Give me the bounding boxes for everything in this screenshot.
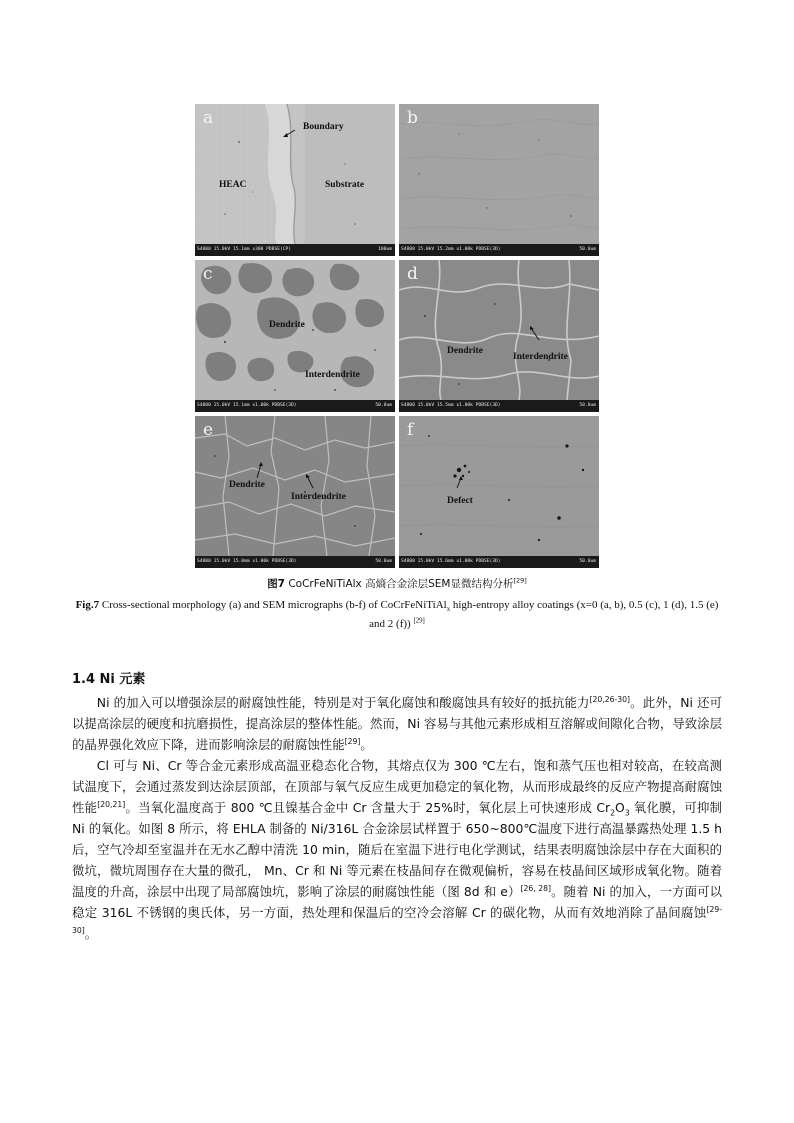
sem-info-bar xyxy=(195,244,395,256)
annotation-interdendrite: Interdendrite xyxy=(291,492,346,502)
annotation-interdendrite: Interdendrite xyxy=(513,352,568,362)
citation: [29] xyxy=(413,617,425,625)
text: 。 xyxy=(360,737,373,752)
citation: [26, 28] xyxy=(520,883,552,893)
panel-a xyxy=(195,104,395,256)
sem-image-b xyxy=(399,104,599,244)
annotation-substrate: Substrate xyxy=(325,180,365,190)
sem-image-d xyxy=(399,260,599,400)
text: Cl 可与 Ni、Cr 等合金元素形成高温亚稳态化合物，其熔点仅为 300 ℃左右，饱和蒸气压也相对较高，在较高测试温度下，会通过蒸发到达涂层顶部，在顶部与氧气反应生成更加稳定的氧化物，从而形成最终的反应产物提高耐腐蚀性能 xyxy=(72,758,722,815)
sem-image-a xyxy=(195,104,395,244)
panel-letter: d xyxy=(407,264,418,284)
annotation-defect: Defect xyxy=(447,496,473,506)
annotation-dendrite: Dendrite xyxy=(447,346,483,356)
sem-image-f xyxy=(399,416,599,556)
sem-info-bar xyxy=(399,556,599,568)
text: 。当氧化温度高于 800 ℃且镍基合金中 Cr 含量大于 25%时，氧化层上可快速形成 Cr xyxy=(125,800,611,815)
caption-text-en: Cross-sectional morphology (a) and SEM micrographs (b-f) of CoCrFeNiTiAl xyxy=(99,599,447,611)
figure-caption-en xyxy=(70,596,724,634)
annotation-heac: HEAC xyxy=(219,180,247,190)
subscript: 3 xyxy=(624,808,630,818)
text: 氧化膜，可抑制 Ni 的氧化。如图 8 所示，将 EHLA 制备的 Ni/316L 合金涂层试样置于 650~800℃温度下进行高温暴露热处理 1.5 h 后，空气冷却至室温并在无水乙醇中清洗 10 min，随后在室温下进行电化学测试，结果表明腐蚀涂层中存在大面积的微坑，微坑周围存在大量的微孔， Mn、Cr 和 Ni 等元素在枝晶间存在微观偏析，容易在枝晶间区域形成氧化物。随着温度的升高，涂层中出现了局部腐蚀坑，影响了涂层的耐腐蚀性能（图 8d 和 e） xyxy=(72,800,723,899)
sem-meta: S4800 15.0kV 15.1mm x1.00k PDBSE(3D) xyxy=(197,403,297,408)
sem-image-e xyxy=(195,416,395,556)
paragraph-1 xyxy=(72,692,722,755)
sem-meta: S4800 15.0kV 15.5mm x1.00k PDBSE(3D) xyxy=(401,403,501,408)
panel-b xyxy=(399,104,599,256)
panel-f xyxy=(399,416,599,568)
annotation-interdendrite: Interdendrite xyxy=(305,370,360,380)
scale-label: 50.0um xyxy=(375,559,392,564)
citation: [29] xyxy=(513,576,527,585)
figure-caption-cn xyxy=(0,576,794,591)
caption-text-cn: CoCrFeNiTiAlx 高熵合金涂层SEM显微结构分析 xyxy=(285,578,514,590)
sem-info-bar xyxy=(399,244,599,256)
sem-info-bar xyxy=(195,400,395,412)
text: Ni 的加入可以增强涂层的耐腐蚀性能，特别是对于氧化腐蚀和酸腐蚀具有较好的抵抗能力 xyxy=(96,695,590,710)
citation: [20,21] xyxy=(97,799,126,809)
sem-info-bar xyxy=(399,400,599,412)
subscript: x xyxy=(446,606,451,614)
body-text xyxy=(72,692,722,944)
citation: [29] xyxy=(344,736,361,746)
subscript: 2 xyxy=(610,808,615,818)
annotation-dendrite: Dendrite xyxy=(269,320,305,330)
panel-letter: f xyxy=(407,420,414,440)
text: 。此外，Ni 还可以提高涂层的硬度和抗磨损性，提高涂层的整体性能。然而，Ni 容易与其他元素形成相互溶解或间隙化合物，导致涂层的晶界强化效应下降，进而影响涂层的耐腐蚀性能 xyxy=(72,695,722,752)
paragraph-2 xyxy=(72,755,722,944)
text: 。 xyxy=(84,926,98,941)
sem-figure xyxy=(195,104,599,566)
sem-image-c xyxy=(195,260,395,400)
sem-meta: S4800 15.0kV 15.6mm x1.00k PDBSE(3D) xyxy=(401,559,501,564)
panel-letter: c xyxy=(203,264,213,284)
caption-label-cn: 图7 xyxy=(267,578,285,590)
citation: [20,26-30] xyxy=(589,694,631,704)
annotation-dendrite: Dendrite xyxy=(229,480,265,490)
sem-meta: S4800 15.0kV 15.2mm x1.00k PDBSE(3D) xyxy=(401,247,501,252)
annotation-boundary: Boundary xyxy=(303,122,344,132)
caption-text-en-2: high-entropy alloy coatings (x=0 (a, b), 0.5 (c), 1 (d), 1.5 (e) and 2 (f)) xyxy=(369,599,719,630)
scale-label: 50.0um xyxy=(375,403,392,408)
panel-c xyxy=(195,260,395,412)
panel-letter: e xyxy=(203,420,214,440)
citation: [29-30] xyxy=(72,904,722,935)
sem-meta: S4800 15.0kV 15.1mm x300 PDBSE(CP) xyxy=(197,247,292,252)
scale-label: 50.0um xyxy=(579,403,596,408)
panel-d xyxy=(399,260,599,412)
scale-label: 100um xyxy=(378,247,392,252)
text: 。随着 Ni 的加入，一方面可以稳定 316L 不锈钢的奥氏体，另一方面，热处理和保温后的空冷会溶解 Cr 的碳化物，从而有效地消除了晶间腐蚀 xyxy=(72,884,723,920)
text: O xyxy=(614,800,625,815)
sem-info-bar xyxy=(195,556,395,568)
caption-label-en: Fig.7 xyxy=(75,599,100,611)
panel-letter: b xyxy=(407,108,418,128)
scale-label: 50.0um xyxy=(579,247,596,252)
section-heading: 1.4 Ni 元素 xyxy=(72,672,146,687)
panel-e xyxy=(195,416,395,568)
scale-label: 50.0um xyxy=(579,559,596,564)
panel-letter: a xyxy=(203,108,214,128)
sem-meta: S4800 15.0kV 15.0mm x1.00k PDBSE(3D) xyxy=(197,559,297,564)
